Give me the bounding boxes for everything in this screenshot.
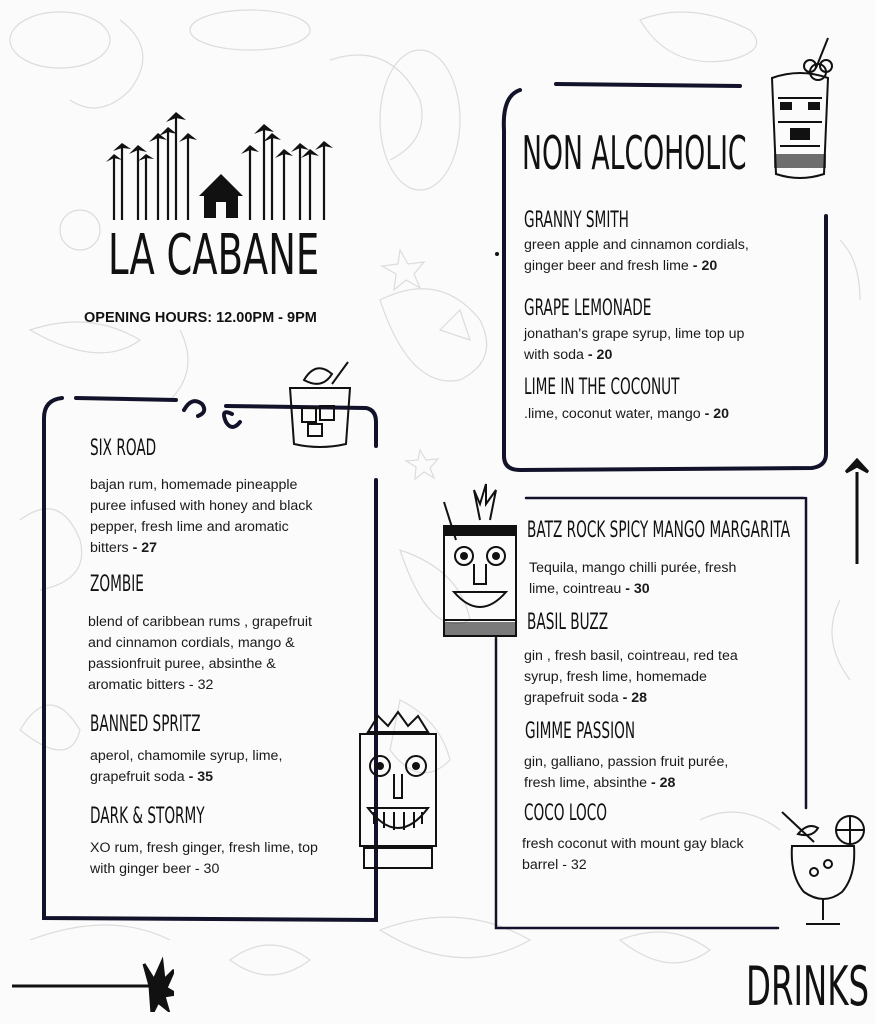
tiki-mask-icon (354, 708, 442, 872)
item-title: BATZ ROCK SPICY MANGO MARGARITA (527, 518, 791, 543)
item-title: GRAPE LEMONADE (524, 296, 652, 321)
item-desc: gin , fresh basil, cointreau, red tea syrup, fresh lime, homemade grapefruit soda - 28 (524, 648, 738, 706)
brand-name: LA CABANE (108, 223, 320, 288)
palm-tree-small-icon (844, 458, 870, 568)
non-alcoholic-heading: NON ALCOHOLIC (522, 126, 747, 180)
opening-hours: OPENING HOURS: 12.00PM - 9PM (84, 310, 317, 326)
item-title: BASIL BUZZ (527, 610, 609, 635)
item-desc: fresh coconut with mount gay black barrel - 32 (522, 836, 744, 873)
item-desc: .lime, coconut water, mango - 20 (524, 406, 730, 422)
item-desc: Tequila, mango chilli purée, fresh lime, cointreau - 30 (529, 560, 737, 597)
item-desc: green apple and cinnamon cordials, ginger beer and fresh lime - 20 (524, 237, 749, 274)
item-title: BANNED SPRITZ (90, 712, 201, 737)
item-title: COCO LOCO (524, 801, 607, 826)
old-fashioned-glass-icon (284, 360, 356, 452)
item-title: DARK & STORMY (90, 804, 205, 829)
item-desc: bajan rum, homemade pineapple puree infused with honey and black pepper, fresh lime and aromatic bitters - 27 (90, 477, 313, 556)
item-desc: aperol, chamomile syrup, lime, grapefruit soda - 35 (90, 748, 283, 785)
item-desc: gin, galliano, passion fruit purée, fresh lime, absinthe - 28 (524, 754, 729, 791)
item-title: GIMME PASSION (525, 719, 636, 744)
palm-trees-hut-logo (104, 108, 340, 226)
palm-arrow-icon (10, 956, 174, 1012)
item-desc: XO rum, fresh ginger, fresh lime, top with ginger beer - 30 (90, 840, 318, 877)
item-title: SIX ROAD (90, 436, 157, 461)
hurricane-glass-icon (778, 806, 870, 932)
item-desc: blend of caribbean rums , grapefruit and cinnamon cordials, mango & passionfruit puree, absinthe & aromatic bitters - 32 (88, 614, 312, 693)
item-desc: jonathan's grape syrup, lime top up with soda - 20 (524, 326, 745, 363)
page-label-drinks: DRINKS (746, 955, 870, 1018)
tiki-mug-flower-icon (764, 36, 836, 182)
item-title: GRANNY SMITH (524, 208, 629, 233)
item-title: LIME IN THE COCONUT (524, 375, 680, 400)
item-title: ZOMBIE (90, 572, 144, 597)
